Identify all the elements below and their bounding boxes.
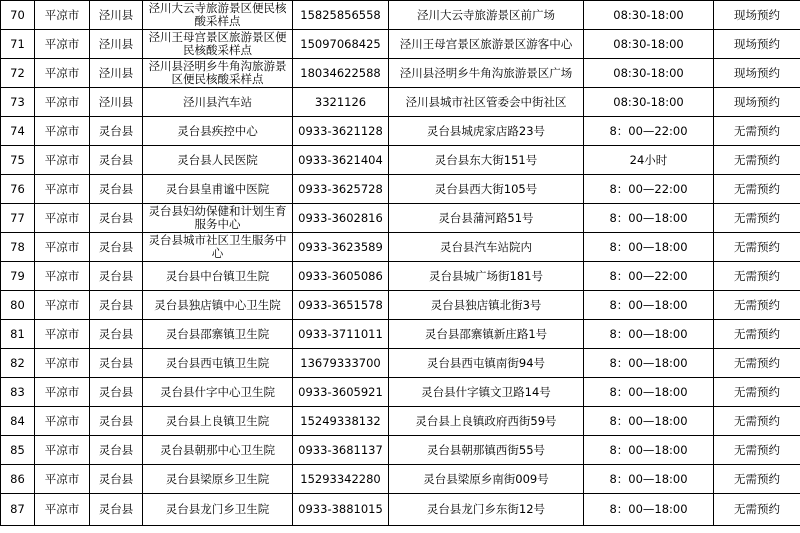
booking-cell: 现场预约 bbox=[714, 88, 800, 117]
county-cell: 灵台县 bbox=[90, 378, 143, 407]
city-cell: 平凉市 bbox=[35, 291, 90, 320]
site-name-cell: 灵台县疾控中心 bbox=[143, 117, 293, 146]
phone-cell: 0933-3623589 bbox=[293, 233, 389, 262]
booking-cell: 无需预约 bbox=[714, 320, 800, 349]
table-row bbox=[1, 146, 800, 175]
table-row bbox=[1, 1, 800, 30]
hours-cell: 8：00—18:00 bbox=[584, 494, 714, 526]
row-number-cell: 81 bbox=[1, 320, 35, 349]
county-cell: 灵台县 bbox=[90, 320, 143, 349]
row-number-cell: 80 bbox=[1, 291, 35, 320]
row-number-cell: 86 bbox=[1, 465, 35, 494]
hours-cell: 8：00—18:00 bbox=[584, 465, 714, 494]
site-name-cell: 灵台县城市社区卫生服务中心 bbox=[143, 233, 293, 262]
phone-cell: 15825856558 bbox=[293, 1, 389, 30]
site-name-cell: 灵台县皇甫谧中医院 bbox=[143, 175, 293, 204]
site-name-cell: 泾川大云寺旅游景区便民核酸采样点 bbox=[143, 1, 293, 30]
phone-cell: 0933-3621404 bbox=[293, 146, 389, 175]
hours-cell: 8：00—22:00 bbox=[584, 117, 714, 146]
address-cell: 灵台县西屯镇南街94号 bbox=[389, 349, 584, 378]
phone-cell: 15249338132 bbox=[293, 407, 389, 436]
city-cell: 平凉市 bbox=[35, 436, 90, 465]
county-cell: 泾川县 bbox=[90, 59, 143, 88]
address-cell: 灵台县邵寨镇新庄路1号 bbox=[389, 320, 584, 349]
city-cell: 平凉市 bbox=[35, 349, 90, 378]
hours-cell: 08:30-18:00 bbox=[584, 88, 714, 117]
address-cell: 泾川大云寺旅游景区前广场 bbox=[389, 1, 584, 30]
county-cell: 灵台县 bbox=[90, 407, 143, 436]
table-row bbox=[1, 88, 800, 117]
site-name-cell: 灵台县人民医院 bbox=[143, 146, 293, 175]
site-name-cell: 灵台县朝那中心卫生院 bbox=[143, 436, 293, 465]
booking-cell: 无需预约 bbox=[714, 175, 800, 204]
hours-cell: 08:30-18:00 bbox=[584, 1, 714, 30]
booking-cell: 现场预约 bbox=[714, 59, 800, 88]
site-name-cell: 泾川县汽车站 bbox=[143, 88, 293, 117]
phone-cell: 0933-3625728 bbox=[293, 175, 389, 204]
table-row bbox=[1, 233, 800, 262]
phone-cell: 13679333700 bbox=[293, 349, 389, 378]
city-cell: 平凉市 bbox=[35, 30, 90, 59]
booking-cell: 无需预约 bbox=[714, 378, 800, 407]
row-number-cell: 82 bbox=[1, 349, 35, 378]
county-cell: 灵台县 bbox=[90, 175, 143, 204]
phone-cell: 0933-3602816 bbox=[293, 204, 389, 233]
booking-cell: 无需预约 bbox=[714, 204, 800, 233]
address-cell: 灵台县蒲河路51号 bbox=[389, 204, 584, 233]
site-name-cell: 灵台县邵寨镇卫生院 bbox=[143, 320, 293, 349]
row-number-cell: 72 bbox=[1, 59, 35, 88]
city-cell: 平凉市 bbox=[35, 175, 90, 204]
phone-cell: 0933-3605086 bbox=[293, 262, 389, 291]
phone-cell: 0933-3605921 bbox=[293, 378, 389, 407]
booking-cell: 无需预约 bbox=[714, 291, 800, 320]
city-cell: 平凉市 bbox=[35, 59, 90, 88]
city-cell: 平凉市 bbox=[35, 1, 90, 30]
site-name-cell: 灵台县梁原乡卫生院 bbox=[143, 465, 293, 494]
city-cell: 平凉市 bbox=[35, 465, 90, 494]
address-cell: 灵台县上良镇政府西街59号 bbox=[389, 407, 584, 436]
row-number-cell: 73 bbox=[1, 88, 35, 117]
county-cell: 灵台县 bbox=[90, 349, 143, 378]
table-row bbox=[1, 465, 800, 494]
table-row bbox=[1, 407, 800, 436]
site-name-cell: 灵台县什字中心卫生院 bbox=[143, 378, 293, 407]
address-cell: 泾川县泾明乡牛角沟旅游景区广场 bbox=[389, 59, 584, 88]
site-name-cell: 灵台县独店镇中心卫生院 bbox=[143, 291, 293, 320]
phone-cell: 0933-3651578 bbox=[293, 291, 389, 320]
address-cell: 泾川县城市社区管委会中街社区 bbox=[389, 88, 584, 117]
county-cell: 灵台县 bbox=[90, 436, 143, 465]
table-row bbox=[1, 204, 800, 233]
site-name-cell: 灵台县西屯镇卫生院 bbox=[143, 349, 293, 378]
table-row bbox=[1, 175, 800, 204]
table-row bbox=[1, 320, 800, 349]
site-name-cell: 灵台县中台镇卫生院 bbox=[143, 262, 293, 291]
city-cell: 平凉市 bbox=[35, 320, 90, 349]
address-cell: 灵台县东大街151号 bbox=[389, 146, 584, 175]
row-number-cell: 78 bbox=[1, 233, 35, 262]
table-row bbox=[1, 59, 800, 88]
city-cell: 平凉市 bbox=[35, 204, 90, 233]
row-number-cell: 79 bbox=[1, 262, 35, 291]
hours-cell: 8：00—18:00 bbox=[584, 349, 714, 378]
county-cell: 灵台县 bbox=[90, 204, 143, 233]
city-cell: 平凉市 bbox=[35, 262, 90, 291]
site-name-cell: 泾川王母宫景区旅游景区便民核酸采样点 bbox=[143, 30, 293, 59]
city-cell: 平凉市 bbox=[35, 233, 90, 262]
county-cell: 泾川县 bbox=[90, 88, 143, 117]
phone-cell: 0933-3881015 bbox=[293, 494, 389, 526]
site-name-cell: 灵台县上良镇卫生院 bbox=[143, 407, 293, 436]
county-cell: 灵台县 bbox=[90, 291, 143, 320]
county-cell: 灵台县 bbox=[90, 262, 143, 291]
booking-cell: 无需预约 bbox=[714, 262, 800, 291]
table-row bbox=[1, 117, 800, 146]
booking-cell: 现场预约 bbox=[714, 1, 800, 30]
address-cell: 灵台县城广场街181号 bbox=[389, 262, 584, 291]
table-row bbox=[1, 291, 800, 320]
address-cell: 灵台县汽车站院内 bbox=[389, 233, 584, 262]
phone-cell: 15293342280 bbox=[293, 465, 389, 494]
city-cell: 平凉市 bbox=[35, 378, 90, 407]
booking-cell: 无需预约 bbox=[714, 494, 800, 526]
hours-cell: 8：00—18:00 bbox=[584, 407, 714, 436]
county-cell: 泾川县 bbox=[90, 30, 143, 59]
row-number-cell: 84 bbox=[1, 407, 35, 436]
hours-cell: 08:30-18:00 bbox=[584, 59, 714, 88]
city-cell: 平凉市 bbox=[35, 117, 90, 146]
booking-cell: 无需预约 bbox=[714, 146, 800, 175]
phone-cell: 18034622588 bbox=[293, 59, 389, 88]
county-cell: 灵台县 bbox=[90, 465, 143, 494]
site-name-cell: 泾川县泾明乡牛角沟旅游景区便民核酸采样点 bbox=[143, 59, 293, 88]
booking-cell: 无需预约 bbox=[714, 117, 800, 146]
phone-cell: 0933-3711011 bbox=[293, 320, 389, 349]
row-number-cell: 85 bbox=[1, 436, 35, 465]
hours-cell: 8：00—22:00 bbox=[584, 175, 714, 204]
phone-cell: 3321126 bbox=[293, 88, 389, 117]
address-cell: 灵台县梁原乡南街009号 bbox=[389, 465, 584, 494]
hours-cell: 8：00—18:00 bbox=[584, 291, 714, 320]
site-name-cell: 灵台县妇幼保健和计划生育服务中心 bbox=[143, 204, 293, 233]
booking-cell: 无需预约 bbox=[714, 407, 800, 436]
city-cell: 平凉市 bbox=[35, 407, 90, 436]
city-cell: 平凉市 bbox=[35, 494, 90, 526]
hours-cell: 8：00—18:00 bbox=[584, 233, 714, 262]
table-row bbox=[1, 349, 800, 378]
phone-cell: 0933-3681137 bbox=[293, 436, 389, 465]
hours-cell: 8：00—18:00 bbox=[584, 320, 714, 349]
table-row bbox=[1, 262, 800, 291]
table-body bbox=[1, 1, 800, 526]
county-cell: 灵台县 bbox=[90, 233, 143, 262]
row-number-cell: 75 bbox=[1, 146, 35, 175]
address-cell: 灵台县城虎家店路23号 bbox=[389, 117, 584, 146]
row-number-cell: 76 bbox=[1, 175, 35, 204]
row-number-cell: 83 bbox=[1, 378, 35, 407]
row-number-cell: 70 bbox=[1, 1, 35, 30]
table-row bbox=[1, 494, 800, 526]
address-cell: 灵台县西大街105号 bbox=[389, 175, 584, 204]
address-cell: 泾川王母宫景区旅游景区游客中心 bbox=[389, 30, 584, 59]
hours-cell: 8：00—22:00 bbox=[584, 262, 714, 291]
row-number-cell: 74 bbox=[1, 117, 35, 146]
table-row bbox=[1, 436, 800, 465]
booking-cell: 无需预约 bbox=[714, 436, 800, 465]
booking-cell: 无需预约 bbox=[714, 465, 800, 494]
address-cell: 灵台县什字镇文卫路14号 bbox=[389, 378, 584, 407]
address-cell: 灵台县龙门乡东街12号 bbox=[389, 494, 584, 526]
table-row bbox=[1, 30, 800, 59]
table-row bbox=[1, 378, 800, 407]
hours-cell: 08:30-18:00 bbox=[584, 30, 714, 59]
row-number-cell: 71 bbox=[1, 30, 35, 59]
county-cell: 泾川县 bbox=[90, 1, 143, 30]
row-number-cell: 87 bbox=[1, 494, 35, 526]
booking-cell: 现场预约 bbox=[714, 30, 800, 59]
booking-cell: 无需预约 bbox=[714, 349, 800, 378]
hours-cell: 24小时 bbox=[584, 146, 714, 175]
row-number-cell: 77 bbox=[1, 204, 35, 233]
phone-cell: 15097068425 bbox=[293, 30, 389, 59]
booking-cell: 无需预约 bbox=[714, 233, 800, 262]
address-cell: 灵台县独店镇北街3号 bbox=[389, 291, 584, 320]
phone-cell: 0933-3621128 bbox=[293, 117, 389, 146]
county-cell: 灵台县 bbox=[90, 494, 143, 526]
county-cell: 灵台县 bbox=[90, 117, 143, 146]
hours-cell: 8：00—18:00 bbox=[584, 204, 714, 233]
city-cell: 平凉市 bbox=[35, 146, 90, 175]
county-cell: 灵台县 bbox=[90, 146, 143, 175]
city-cell: 平凉市 bbox=[35, 88, 90, 117]
address-cell: 灵台县朝那镇西街55号 bbox=[389, 436, 584, 465]
hours-cell: 8：00—18:00 bbox=[584, 436, 714, 465]
site-name-cell: 灵台县龙门乡卫生院 bbox=[143, 494, 293, 526]
hours-cell: 8：00—18:00 bbox=[584, 378, 714, 407]
